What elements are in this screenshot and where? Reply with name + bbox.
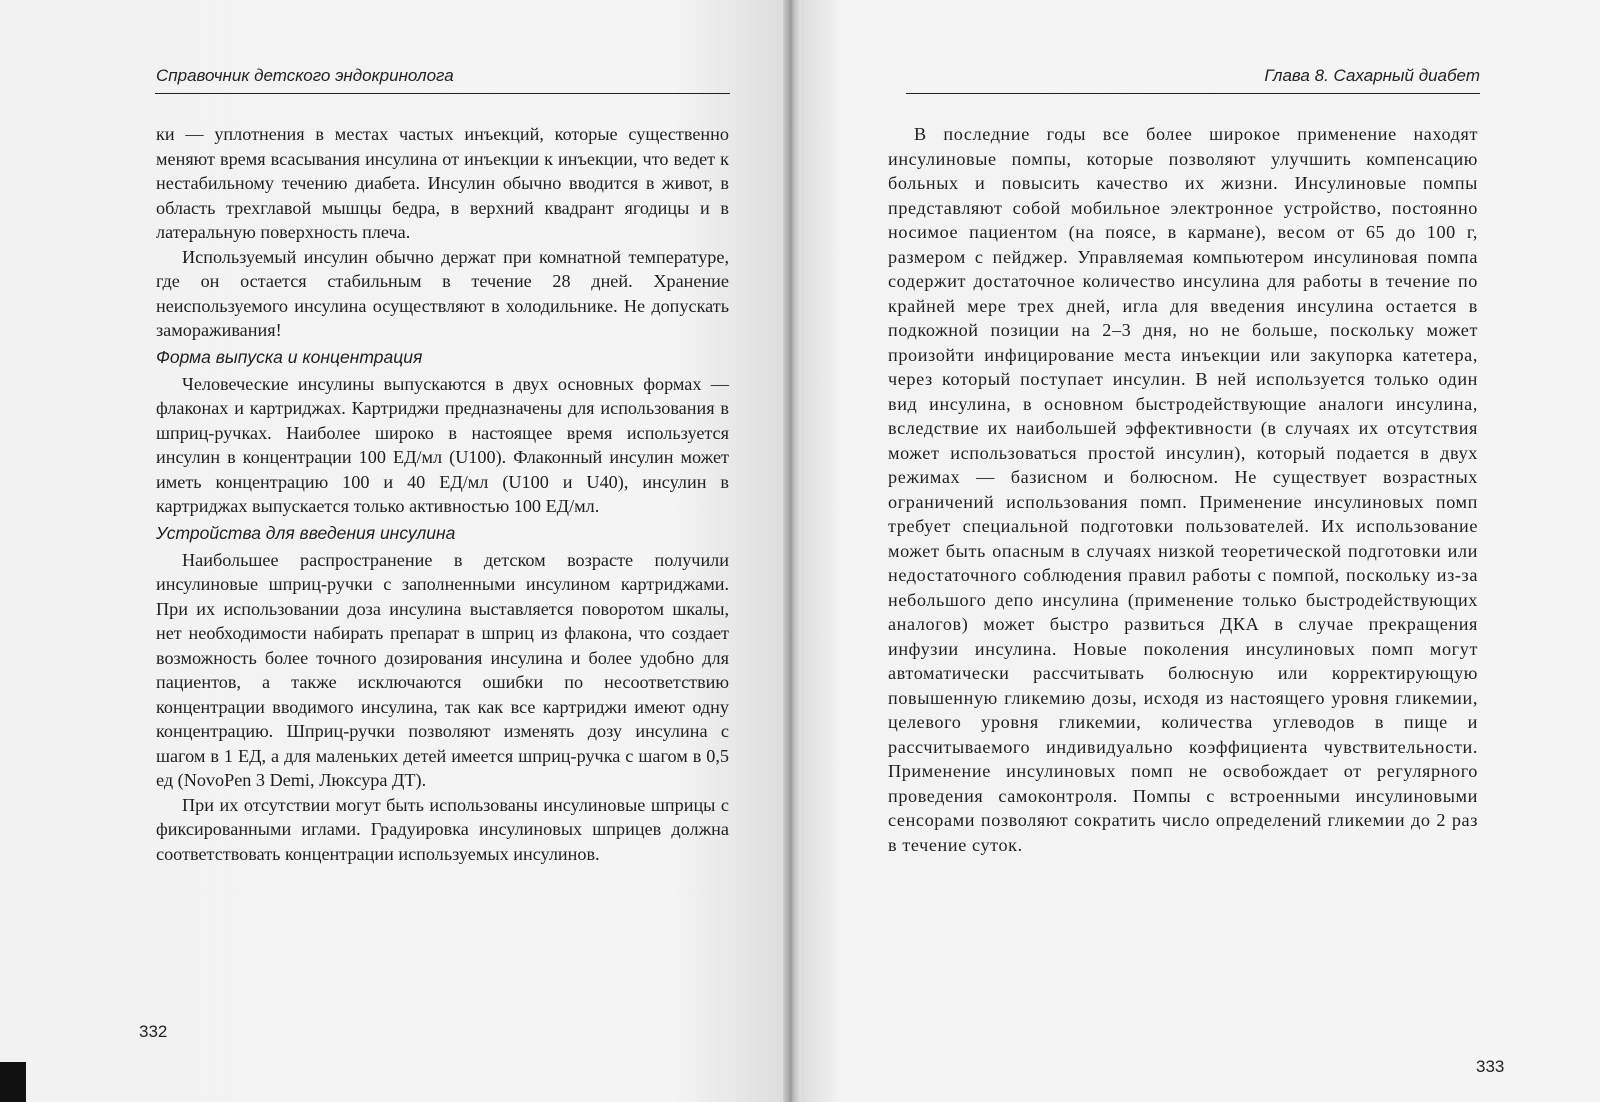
paragraph: Наибольшее распространение в детском возрасте получили инсулиновые шприц-ручки с заполненными инсулином картриджами. При их использовании доза инсулина выставляется поворотом шкалы, нет необходимости набирать препарат в шприц из флакона, что создает возможность более точного дозирования инсулина и более удобно для пациентов, а также исключаются ошибки по несоответствию концентрации вводимого инсулина, так как все картриджи имеют одну концентрацию. Шприц-ручки позволяют изменять дозу инсулина с шагом в 1 ЕД, а для маленьких детей имеется шприц-ручка с шагом в 0,5 ед (NovoPen 3 Demi, Люксура ДТ). bbox=[156, 549, 729, 790]
page-number-left: 332 bbox=[139, 1022, 168, 1041]
left-page-body bbox=[156, 122, 729, 866]
paragraph: ки — уплотнения в местах частых инъекций, которые существенно меняют время всасывания инсулина от инъекции к инъекции, что ведет к нестабильному течению диабета. Инсулин обычно вводится в живот, в область трехглавой мышцы бедра, в верхний квадрант ягодицы и в латеральную поверхность плеча. bbox=[156, 124, 729, 242]
section-heading: Устройства для введения инсулина bbox=[156, 522, 456, 543]
binding-shadow-mark bbox=[0, 1062, 26, 1102]
page-number-right: 333 bbox=[1476, 1057, 1505, 1076]
right-page bbox=[792, 0, 1600, 1102]
paragraph: При их отсутствии могут быть использованы инсулиновые шприцы с фиксированными иглами. Градуировка инсулиновых шприцев должна соответствовать концентрации используемых инсулинов. bbox=[156, 794, 729, 864]
right-page-body bbox=[888, 122, 1478, 857]
running-head-right: Глава 8. Сахарный диабет bbox=[1264, 66, 1480, 85]
header-rule-right bbox=[906, 93, 1480, 94]
header-rule-left bbox=[155, 93, 730, 94]
left-page bbox=[0, 0, 792, 1102]
book-gutter bbox=[783, 0, 801, 1102]
paragraph: В последние годы все более широкое применение находят инсулиновые помпы, которые позволяют улучшить компенсацию больных и повысить качество их жизни. Инсулиновые помпы представляют собой мобильное электронное устройство, постоянно носимое пациентом (на поясе, в кармане), весом от 65 до 100 г, размером с пейджер. Управляемая компьютером инсулиновая помпа содержит достаточное количество инсулина для работы в течение по крайней мере трех дней, игла для введения инсулина остается в подкожной позиции на 2–3 дня, но не больше, поскольку может произойти инфицирование места инъекции или закупорка катетера, через который поступает инсулин. В ней используется только один вид инсулина, в основном быстродействующие аналоги инсулина, вследствие их наибольшей эффективности (в случаях их отсутствия может использоваться простой инсулин), который подается в двух режимах — базисном и болюсном. Не существует возрастных ограничений использования помп. Применение инсулиновых помп требует специальной подготовки пользователей. Их использование может быть опасным в случаях низкой теоретической подготовки или недостаточного соблюдения правил работы с помпой, поскольку из-за небольшого депо инсулина (применение только быстродействующих аналогов) может быстро развиться ДКА в случае прекращения инфузии инсулина. Новые поколения инсулиновых помп могут автоматически рассчитывать болюсную или корректирующую повышенную гликемию дозы, исходя из настоящего уровня гликемии, целевого уровня гликемии, количества углеводов в пище и рассчитываемого индивидуально коэффициента чувствительности. Применение инсулиновых помп не освобождает от регулярного проведения самоконтроля. Помпы с встроенными инсулиновыми сенсорами позволяют сократить число определений гликемии до 2 раз в течение суток. bbox=[888, 124, 1478, 855]
paragraph: Человеческие инсулины выпускаются в двух основных формах — флаконах и картриджах. Картриджи предназначены для использования в шприц-ручках. Наиболее широко в настоящее время используется инсулин в концентрации 100 ЕД/мл (U100). Флаконный инсулин может иметь концентрацию 100 и 40 ЕД/мл (U100 и U40), инсулин в картриджах выпускается только активностью 100 ЕД/мл. bbox=[156, 373, 729, 516]
paragraph: Используемый инсулин обычно держат при комнатной температуре, где он остается стабильным в течение 28 дней. Хранение неиспользуемого инсулина осуществляют в холодильнике. Не допускать замораживания! bbox=[156, 246, 729, 340]
section-heading: Форма выпуска и концентрация bbox=[156, 346, 423, 367]
running-head-left: Справочник детского эндокринолога bbox=[156, 66, 454, 85]
